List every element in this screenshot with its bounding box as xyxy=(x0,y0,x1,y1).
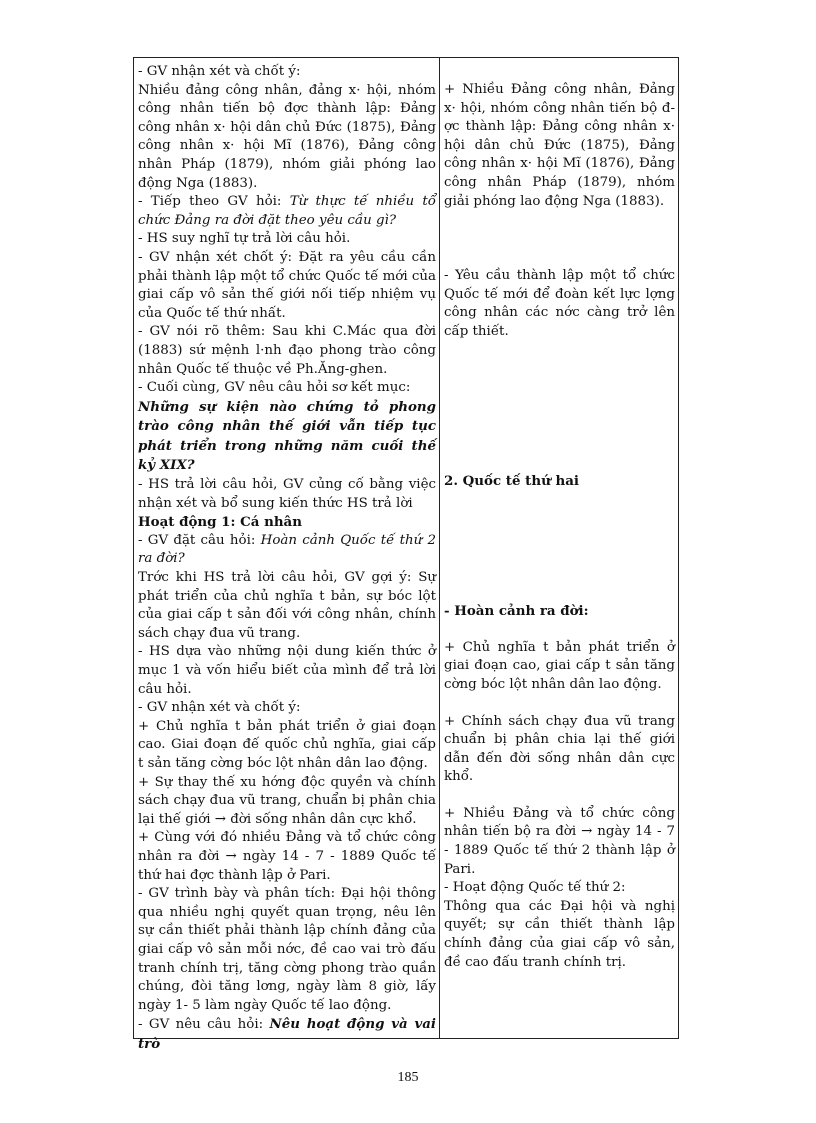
right-r6: + Chính sách chạy đua vũ trang chuẩn bị phân chia lại thế giới dẫn đến đời sống nhân dân cực khổ. xyxy=(444,713,675,785)
right-r8: - Hoạt động Quốc tế thứ 2: xyxy=(444,880,626,896)
left-p12: Trớc khi HS trả lời câu hỏi, GV gợi ý: Sự phát triển của chủ nghĩa t bản, sự bóc lột của giai cấp t sản đối với công nhân, chính sách chạy đua vũ trang. xyxy=(138,570,436,641)
left-p4: - HS suy nghĩ tự trả lời câu hỏi. xyxy=(138,231,351,247)
right-r7: + Nhiều Đảng và tổ chức công nhân tiến bộ ra đời → ngày 14 - 7 - 1889 Quốc tế thứ 2 thành lập ở Pari. xyxy=(444,805,675,877)
left-p2: Nhiều đảng công nhân, đảng x· hội, nhóm công nhân tiến bộ đợc thành lập: Đảng công nhân x· hội dân chủ Đức (1875), Đảng công nhân x· hội Mĩ (1876), Đảng công nhân Pháp (1879), nhóm giải phóng lao động Nga (1883). xyxy=(138,82,436,191)
left-p11-question: Hoàn cảnh Quốc tế thứ 2 ra đời? xyxy=(138,532,436,567)
left-p19 xyxy=(138,1015,436,1054)
left-p16: + Sự thay thế xu hớng độc quyền và chính sách chạy đua vũ trang, chuẩn bị phân chia lại thế giới → đời sống nhân dân cực khổ. xyxy=(138,774,436,827)
left-p13: - HS dựa vào những nội dung kiến thức ở mục 1 và vốn hiểu biết của mình để trả lời câu hỏi. xyxy=(138,644,436,697)
subheading-circumstances: - Hoàn cảnh ra đời: xyxy=(444,603,589,620)
activity-heading: Hoạt động 1: Cá nhân xyxy=(138,514,302,531)
left-p15: + Chủ nghĩa t bản phát triển ở giai đoạn cao. Giai đoạn đế quốc chủ nghĩa, giai cấp t sản tăng cờng bóc lột nhân dân lao động. xyxy=(138,718,436,771)
left-p11 xyxy=(138,532,436,569)
left-p7: - Cuối cùng, GV nêu câu hỏi sơ kết mục: xyxy=(138,380,411,396)
left-p3 xyxy=(138,193,436,230)
left-p8-question: Những sự kiện nào chứng tỏ phong trào công nhân thế giới vẫn tiếp tục phát triển trong những năm cuối thế kỷ XIX? xyxy=(138,398,436,474)
right-r2: - Yêu cầu thành lập một tổ chức Quốc tế mới để đoàn kết lực lợng công nhân các nớc càng trở lên cấp thiết. xyxy=(444,268,675,339)
left-p9: - HS trả lời câu hỏi, GV củng cố bằng việc nhận xét và bổ sung kiến thức HS trả lời xyxy=(138,477,436,511)
left-p19-question: Nêu hoạt động và vai trò xyxy=(138,1016,436,1052)
left-p5: - GV nhận xét chốt ý: Đặt ra yêu cầu cần phải thành lập một tổ chức Quốc tế mới của giai cấp vô sản thế giới nối tiếp nhiệm vụ của Quốc tế thứ nhất. xyxy=(138,249,436,321)
left-p3-question: Từ thực tế nhiều tổ chức Đảng ra đời đặt theo yêu cầu gì? xyxy=(138,194,436,228)
left-p1: - GV nhận xét và chốt ý: xyxy=(138,64,301,79)
teacher-student-activities-column xyxy=(138,63,436,1054)
page-number: 185 xyxy=(397,1070,419,1085)
left-p6: - GV nói rõ thêm: Sau khi C.Mác qua đời (1883) sứ mệnh l·nh đạo phong trào công nhân Quốc tế thuộc về Ph.Ăng-ghen. xyxy=(138,324,436,377)
left-p19-text: - GV nêu câu hỏi: xyxy=(138,1017,270,1033)
left-p8 xyxy=(138,398,436,476)
left-p18: - GV trình bày và phân tích: Đại hội thông qua nhiều nghị quyết quan trọng, nêu lên sự cần thiết phải thành lập chính đảng của giai cấp vô sản mỗi nớc, đề cao vai trò đấu tranh chính trị, tăng cờng phong trào quần chúng, đòi tăng lơng, ngày làm 8 giờ, lấy ngày 1- 5 làm ngày Quốc tế lao động. xyxy=(138,886,436,1013)
left-p14: - GV nhận xét và chốt ý: xyxy=(138,700,301,716)
right-r1: + Nhiều Đảng công nhân, Đảng x· hội, nhóm công nhân tiến bộ đợc thành lập: Đảng công nhân x· hội dân chủ Đức (1875), Đảng công nhân x· hội Mĩ (1876), Đảng công nhân Pháp (1879), nhóm giải phóng lao động Nga (1883). xyxy=(444,82,675,209)
knowledge-column xyxy=(444,63,675,972)
lesson-table xyxy=(133,57,679,1052)
section-heading-international-2: 2. Quốc tế thứ hai xyxy=(444,472,579,489)
left-p3-text: - Tiếp theo GV hỏi: xyxy=(138,194,290,210)
right-r9: Thông qua các Đại hội và nghị quyết; sự cần thiết thành lập chính đảng của giai cấp vô sản, đề cao đấu tranh chính trị. xyxy=(444,898,675,970)
column-divider xyxy=(439,58,440,1038)
left-p17: + Cùng với đó nhiều Đảng và tổ chức công nhân ra đời → ngày 14 - 7 - 1889 Quốc tế thứ hai đợc thành lập ở Pari. xyxy=(138,830,436,883)
right-r5: + Chủ nghĩa t bản phát triển ở giai đoạn cao, giai cấp t sản tăng cờng bóc lột nhân dân lao động. xyxy=(444,639,675,692)
left-p11-text: - GV đặt câu hỏi: xyxy=(138,532,261,548)
